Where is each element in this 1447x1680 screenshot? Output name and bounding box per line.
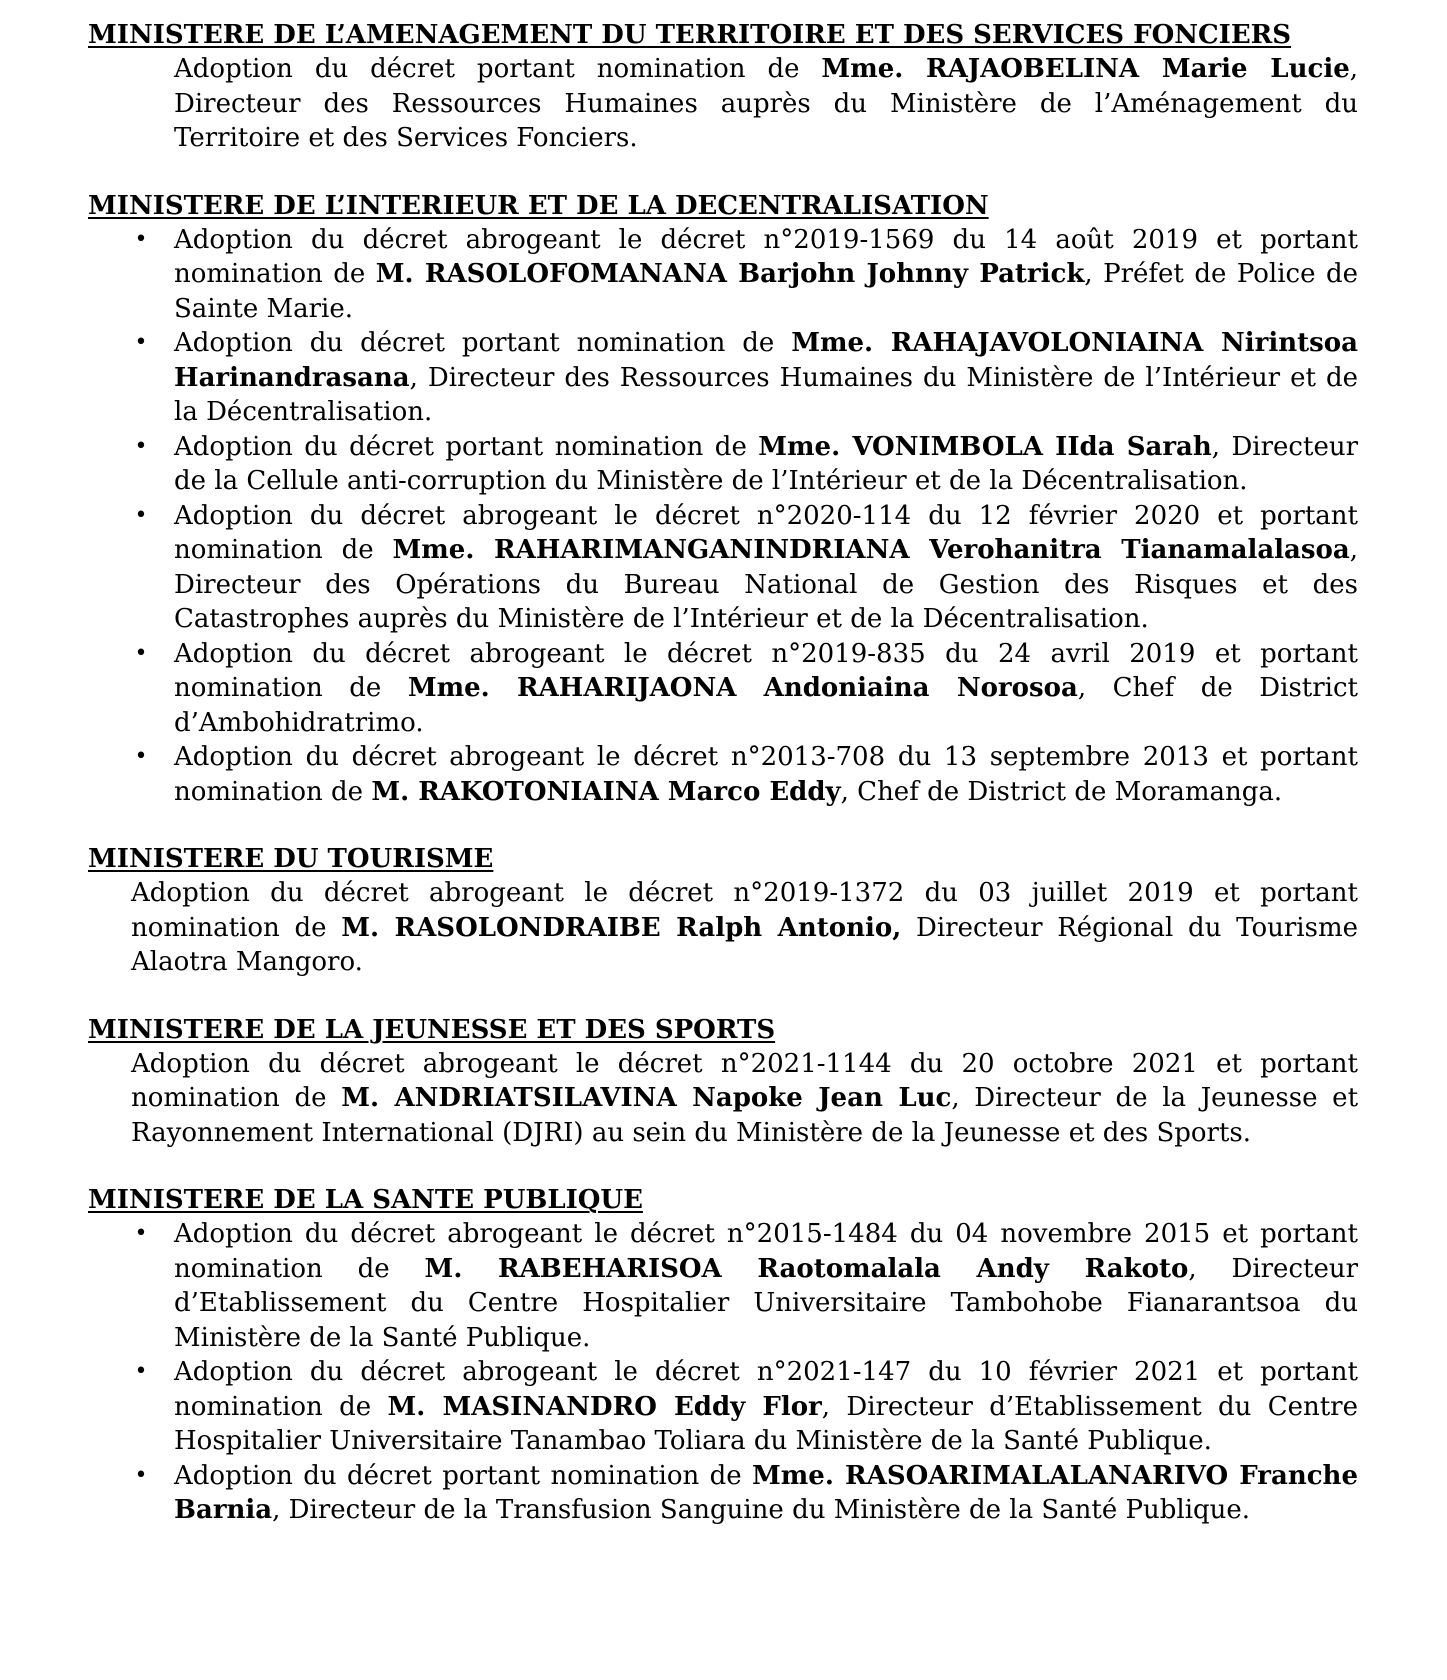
section-amenagement — [88, 18, 1358, 156]
section-heading: MINISTERE DE L’INTERIEUR ET DE LA DECENTRALISATION — [88, 190, 989, 221]
bullet-icon: • — [134, 226, 148, 252]
section-heading: MINISTERE DE L’AMENAGEMENT DU TERRITOIRE ET DES SERVICES FONCIERS — [88, 20, 1292, 50]
appointee-name: Mme. VONIMBOLA IIda Sarah — [758, 431, 1212, 462]
decree-text: Adoption du décret abrogeant le décret n°2020-114 du 12 février 2020 et portant nomination de — [174, 500, 1358, 565]
decree-text: , Directeur d’Etablissement du Centre Hospitalier Universitaire Tambohobe Fianarantsoa du Ministère de la Santé Publique. — [174, 1253, 1359, 1353]
decree-text: , Chef de District de Moramanga. — [840, 776, 1283, 807]
decree-text: Adoption du décret portant nomination de — [174, 54, 822, 84]
decree-text: , Directeur de la Transfusion Sanguine du Ministère de la Santé Publique. — [272, 1495, 1251, 1525]
decree-paragraph — [131, 876, 1358, 980]
decree-text: Adoption du décret abrogeant le décret n°2019-835 du 24 avril 2019 et portant nomination de — [174, 638, 1358, 703]
appointee-name: Mme. RAHARIJAONA Andoniaina Norosoa — [407, 673, 1078, 703]
section-jeunesse-sports — [88, 1013, 1358, 1151]
bullet-icon: • — [134, 330, 148, 355]
section-heading: MINISTERE DE LA SANTE PUBLIQUE — [88, 1185, 643, 1215]
bullet-icon: • — [134, 1462, 148, 1488]
decree-text: Directeur Régional du Tourisme Alaotra Mangoro. — [131, 912, 1358, 977]
decree-text: Adoption du décret abrogeant le décret n°2021-1144 du 20 octobre 2021 et portant nomination de — [131, 1048, 1358, 1113]
decree-text: Adoption du décret portant nomination de — [174, 328, 792, 358]
section-heading: MINISTERE DU TOURISME — [88, 844, 494, 874]
bullet-icon: • — [134, 433, 148, 459]
bullet-icon: • — [134, 1359, 148, 1384]
decree-text: Adoption du décret abrogeant le décret n°2021-147 du 10 février 2021 et portant nomination de — [174, 1357, 1358, 1422]
list-item — [88, 326, 1358, 430]
decree-text: Adoption du décret abrogeant le décret n°2013-708 du 13 septembre 2013 et portant nomination de — [174, 742, 1358, 807]
decree-list — [88, 1217, 1358, 1528]
decree-text: , Directeur de la Jeunesse et Rayonnement International (DJRI) au sein du Ministère de la Jeunesse et des Sports. — [131, 1083, 1359, 1148]
decree-list — [88, 223, 1358, 810]
list-item — [88, 1217, 1358, 1355]
appointee-name: M. RABEHARISOA Raotomalala Andy Rakoto — [424, 1253, 1189, 1284]
list-item — [88, 740, 1358, 809]
section-sante-publique — [88, 1183, 1358, 1528]
list-item — [88, 1459, 1358, 1528]
decree-text: , Préfet de Police de Sainte Marie. — [174, 259, 1359, 324]
decree-text: , Directeur des Ressources Humaines auprès du Ministère de l’Aménagement du Territoire et des Services Fonciers. — [174, 54, 1358, 153]
list-item — [88, 430, 1358, 499]
list-item — [88, 1355, 1358, 1459]
list-item — [88, 499, 1358, 637]
list-item — [88, 637, 1358, 741]
bullet-icon: • — [134, 1221, 148, 1246]
decree-text: , Directeur de la Cellule anti-corruption du Ministère de l’Intérieur et de la Décentralisation. — [174, 431, 1358, 496]
decree-text: , Chef de District d’Ambohidratrimo. — [174, 673, 1358, 738]
decree-text: , Directeur d’Etablissement du Centre Hospitalier Universitaire Tanambao Toliara du Ministère de la Santé Publique. — [174, 1391, 1359, 1456]
decree-text: Adoption du décret portant nomination de — [174, 431, 759, 462]
section-interieur — [88, 189, 1358, 810]
appointee-name: Mme. RAHAJAVOLONIAINA Nirintsoa Harinandrasana — [174, 328, 1358, 393]
section-tourisme — [88, 842, 1358, 980]
appointee-name: Mme. RASOARIMALALANARIVO Franche Barnia — [174, 1460, 1358, 1525]
appointee-name: M. RASOLOFOMANANA Barjohn Johnny Patrick — [375, 259, 1085, 289]
appointee-name: M. ANDRIATSILAVINA Napoke Jean Luc — [341, 1083, 952, 1113]
list-item — [88, 223, 1358, 327]
document-page — [88, 18, 1358, 1528]
appointee-name: M. MASINANDRO Eddy Flor — [387, 1391, 822, 1422]
bullet-icon: • — [134, 744, 148, 769]
decree-text: , Directeur des Ressources Humaines du Ministère de l’Intérieur et de la Décentralisation. — [174, 362, 1358, 427]
decree-text: , Directeur des Opérations du Bureau National de Gestion des Risques et des Catastrophes auprès du Ministère de l’Intérieur et de la Décentralisation. — [174, 535, 1358, 634]
decree-text: Adoption du décret abrogeant le décret n°2019-1569 du 14 août 2019 et portant nomination de — [174, 224, 1358, 289]
decree-text: Adoption du décret portant nomination de — [174, 1460, 752, 1491]
decree-text: Adoption du décret abrogeant le décret n°2015-1484 du 04 novembre 2015 et portant nomination de — [174, 1219, 1358, 1284]
decree-paragraph — [174, 52, 1358, 156]
appointee-name: Mme. RAHARIMANGANINDRIANA Verohanitra Tianamalalasoa — [392, 535, 1350, 565]
appointee-name: M. RAKOTONIAINA Marco Eddy — [371, 776, 841, 807]
decree-paragraph — [131, 1047, 1358, 1151]
appointee-name: M. RASOLONDRAIBE Ralph Antonio, — [341, 912, 902, 943]
appointee-name: Mme. RAJAOBELINA Marie Lucie — [821, 54, 1350, 84]
decree-text: Adoption du décret abrogeant le décret n°2019-1372 du 03 juillet 2019 et portant nomination de — [131, 878, 1358, 943]
section-heading: MINISTERE DE LA JEUNESSE ET DES SPORTS — [88, 1014, 776, 1045]
bullet-icon: • — [134, 502, 148, 528]
bullet-icon: • — [134, 640, 148, 666]
